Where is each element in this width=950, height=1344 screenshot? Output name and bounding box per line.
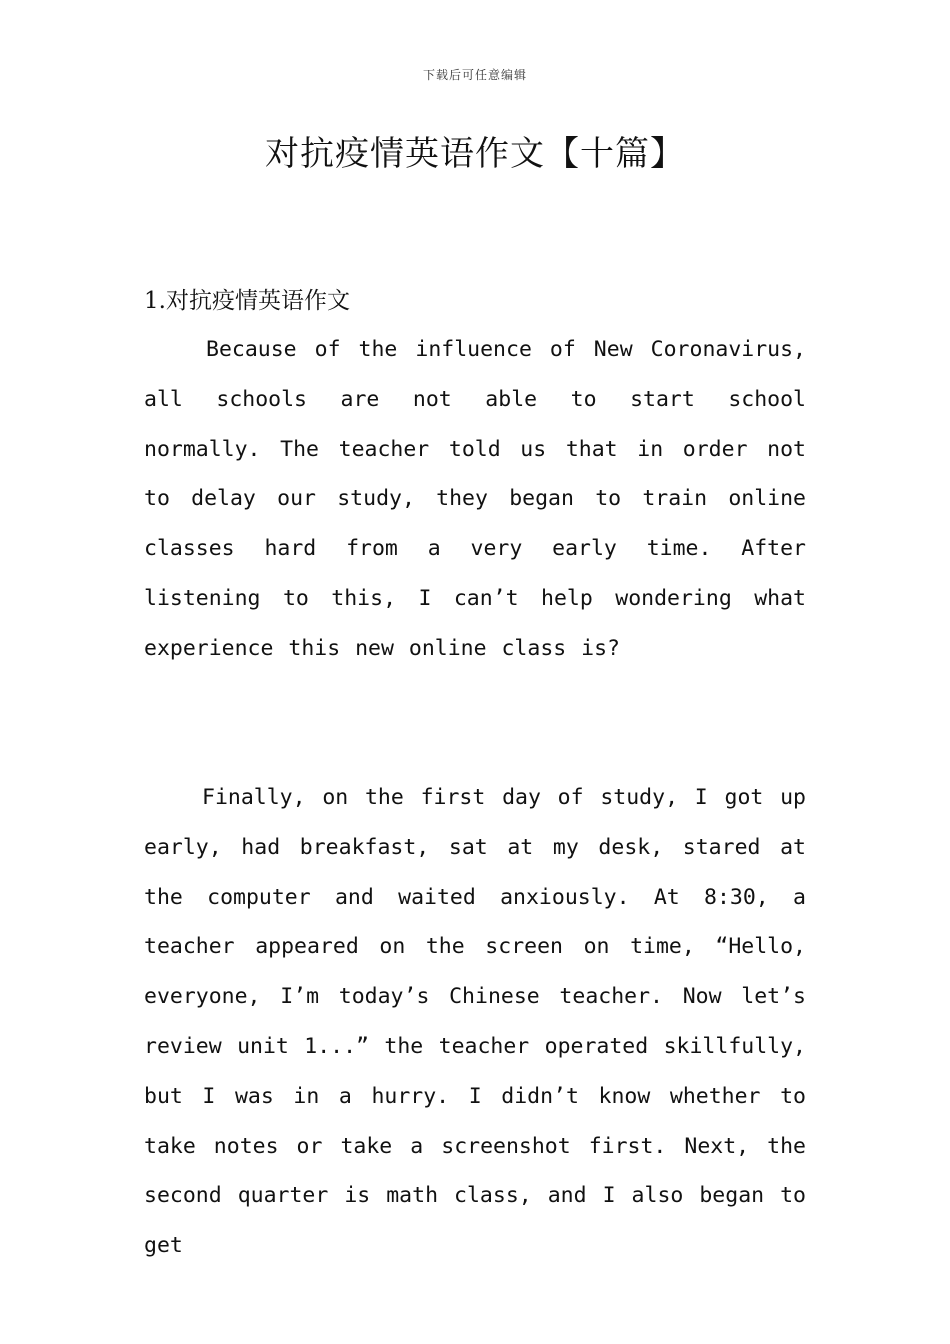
document-title: 对抗疫情英语作文【十篇】 xyxy=(265,134,685,174)
paragraph: Because of the influence of New Coronavirus, all schools are not able to start school normally. The teacher told us that in order not to delay our study, they began to train online classes hard from a very early time. After listening to this, I can’t help wondering what experience this new online class is? xyxy=(144,337,806,661)
header-note: 下载后可任意编辑 xyxy=(422,68,527,82)
section-heading: 1.对抗疫情英语作文 xyxy=(144,288,350,314)
paragraph: Finally, on the first day of study, I got up early, had breakfast, sat at my desk, stared at the computer and waited anxiously. At 8:30, a teacher appeared on the screen on time, “Hello, everyone, I’m today’s Chinese teacher. Now let’s review unit 1...” the teacher operated skillfully, but I was in a hurry. I didn’t know whether to take notes or take a screenshot first. Next, the second quarter is math class, and I also began to get xyxy=(144,785,806,1259)
